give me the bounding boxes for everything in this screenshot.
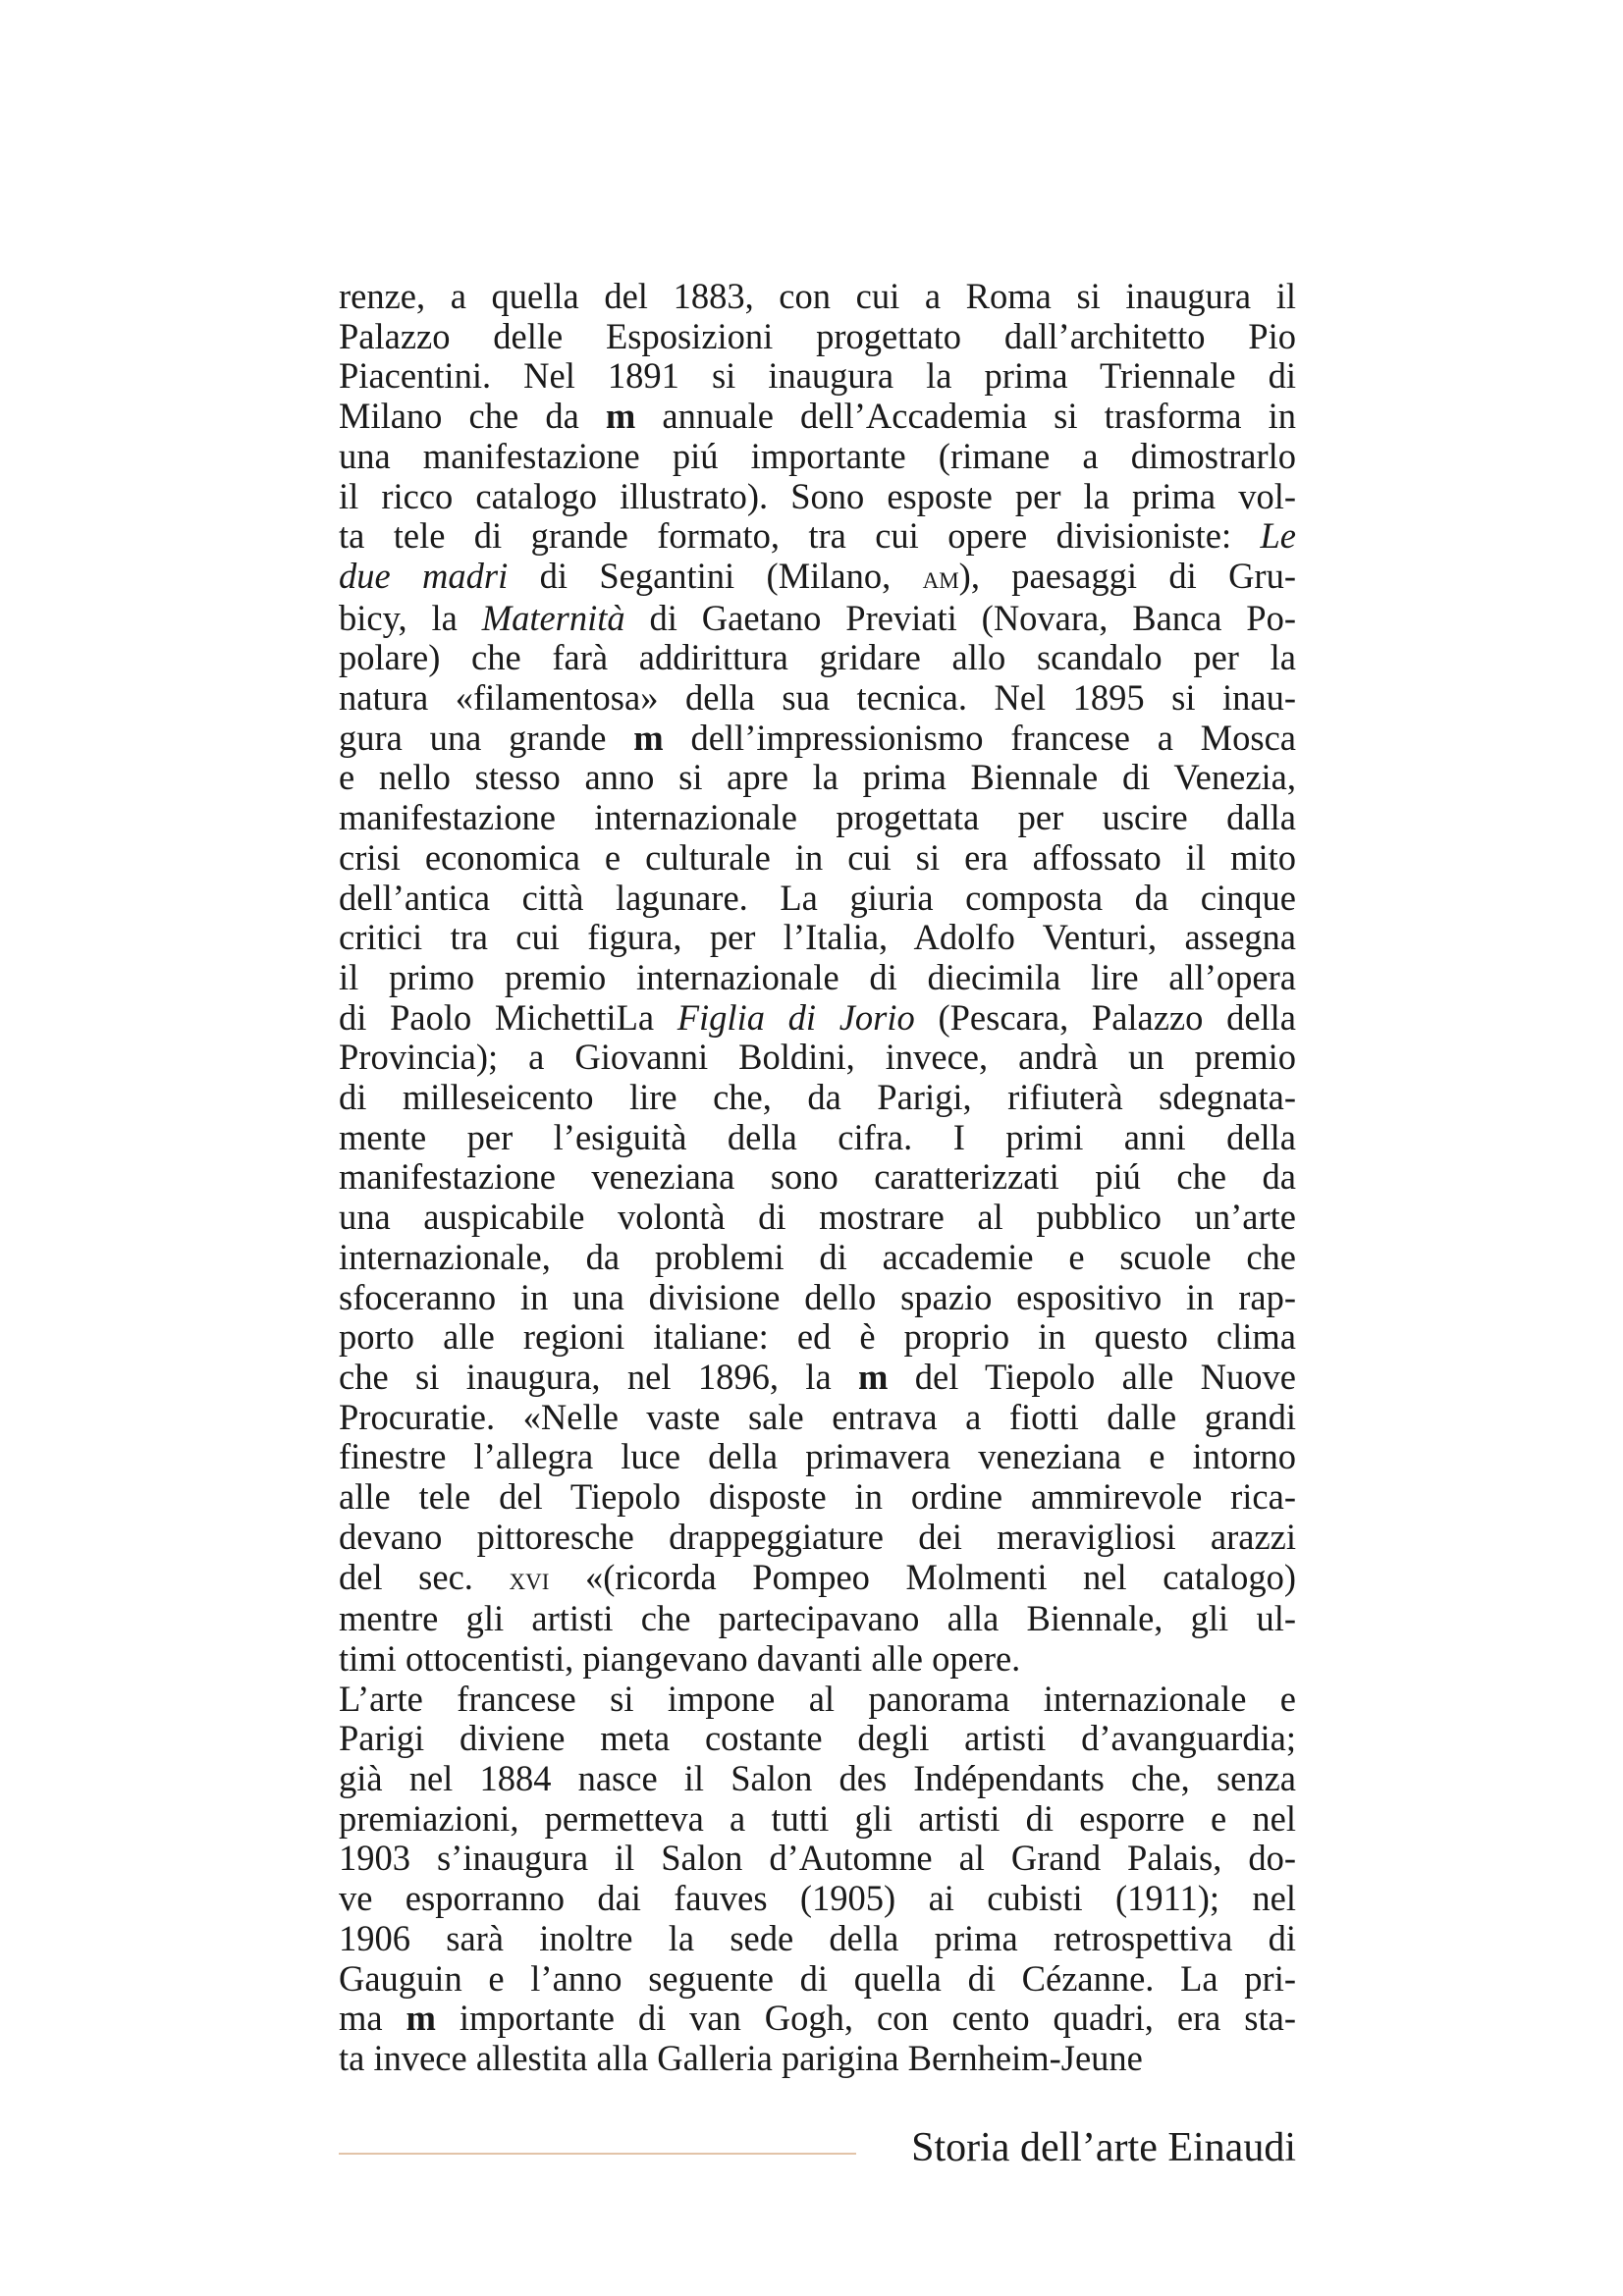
text-line	[339, 1999, 1296, 2039]
text-line	[339, 1799, 1296, 1840]
text-run: del sec.	[339, 1556, 510, 1597]
text-run: di milleseicento lire che, da Parigi, rifiuterà sdegnata-	[339, 1077, 1296, 1118]
page-footer	[339, 2120, 1296, 2179]
text-run: Gauguin e l’anno seguente di quella di Cézanne. La pri-	[339, 1957, 1296, 1999]
text-line	[339, 838, 1296, 879]
text-run: Palazzo delle Esposizioni progettato dall’architetto Pio	[339, 315, 1296, 356]
text-run: e nello stesso anno si apre la prima Biennale di Venezia,	[339, 757, 1296, 798]
text-run: bicy, la	[339, 597, 482, 638]
footer-title: Storia dell’arte Einaudi	[911, 2125, 1296, 2170]
text-line	[339, 1839, 1296, 1879]
text-run: Piacentini. Nel 1891 si inaugura la prima Triennale di	[339, 355, 1296, 397]
text-line	[339, 1157, 1296, 1198]
text-run: mente per l’esiguità della cifra. I primi anni della	[339, 1116, 1296, 1157]
text-line	[339, 397, 1296, 437]
text-line	[339, 719, 1296, 759]
text-run: annuale dell’Accademia si trasforma in	[635, 396, 1296, 437]
text-run: internazionale, da problemi di accademie e scuole che	[339, 1236, 1296, 1277]
text-run: polare) che farà addirittura gridare allo scandalo per la	[339, 637, 1296, 678]
text-run: manifestazione internazionale progettata per uscire dalla	[339, 797, 1296, 838]
text-run: natura «filamentosa» della sua tecnica. Nel 1895 si inau-	[339, 677, 1296, 719]
text-run: devano pittoresche drappeggiature dei meravigliosi arazzi	[339, 1516, 1296, 1557]
text-run: Procuratie. «Nelle vaste sale entrava a fiotti dalle grandi	[339, 1396, 1296, 1437]
text-run: ta tele di grande formato, tra cui opere divisioniste:	[339, 515, 1261, 557]
text-line	[339, 437, 1296, 477]
text-run: Parigi diviene meta costante degli artisti d’avanguardia;	[339, 1718, 1296, 1759]
text-line	[339, 1038, 1296, 1078]
text-line	[339, 1879, 1296, 1919]
text-line	[339, 477, 1296, 517]
text-line	[339, 1078, 1296, 1118]
text-line	[339, 277, 1296, 317]
text-line	[339, 1558, 1296, 1600]
text-run: gura una grande	[339, 717, 634, 758]
text-run: sfoceranno in una divisione dello spazio espositivo in rap-	[339, 1276, 1296, 1317]
text-line	[339, 918, 1296, 958]
body-text	[339, 277, 1296, 2079]
abbreviation-mark: m	[633, 717, 664, 758]
italic-title: Le	[1260, 515, 1296, 557]
text-run: renze, a quella del 1883, con cui a Roma si inaugura il	[339, 276, 1296, 316]
small-caps-text: am	[922, 560, 959, 596]
text-run: che si inaugura, nel 1896, la	[339, 1356, 858, 1397]
text-run: 1903 s’inaugura il Salon d’Automne al Grand Palais, do-	[339, 1838, 1296, 1879]
text-run: critici tra cui figura, per l’Italia, Adolfo Venturi, assegna	[339, 917, 1296, 958]
text-line	[339, 557, 1296, 599]
text-line	[339, 1719, 1296, 1759]
text-run: Milano che da	[339, 396, 606, 437]
text-run: di Gaetano Previati (Novara, Banca Po-	[624, 597, 1297, 638]
text-line	[339, 1358, 1296, 1398]
text-run: premiazioni, permetteva a tutti gli artisti di esporre e nel	[339, 1797, 1296, 1839]
text-line	[339, 958, 1296, 998]
text-line	[339, 1477, 1296, 1518]
text-run: ), paesaggi di Gru-	[958, 555, 1296, 596]
text-line	[339, 2039, 1296, 2079]
text-run: porto alle regioni italiane: ed è proprio in questo clima	[339, 1316, 1296, 1358]
italic-title: Maternità	[481, 597, 625, 638]
text-run: del Tiepolo alle Nuove	[888, 1356, 1296, 1397]
text-run: timi ottocentisti, piangevano davanti alle opere.	[339, 1637, 1021, 1679]
text-run: ve esporranno dai fauves (1905) ai cubisti (1911); nel	[339, 1878, 1296, 1919]
text-line	[339, 1118, 1296, 1158]
text-line	[339, 356, 1296, 397]
text-run: (Pescara, Palazzo della	[914, 996, 1296, 1038]
text-run: mentre gli artisti che partecipavano alla Biennale, gli ul-	[339, 1598, 1296, 1639]
small-caps-text: xvi	[509, 1561, 550, 1597]
text-line	[339, 1680, 1296, 1720]
text-line	[339, 879, 1296, 919]
text-line	[339, 1317, 1296, 1358]
text-line	[339, 798, 1296, 838]
text-line	[339, 1398, 1296, 1438]
text-line	[339, 1198, 1296, 1238]
text-line	[339, 1759, 1296, 1799]
text-line	[339, 1639, 1296, 1680]
text-run: crisi economica e culturale in cui si era affossato il mito	[339, 836, 1296, 878]
text-line	[339, 638, 1296, 678]
text-run: ta invece allestita alla Galleria parigina Bernheim-Jeune	[339, 2037, 1143, 2078]
italic-title: Figlia di Jorio	[676, 996, 915, 1038]
text-run: importante di van Gogh, con cento quadri, era sta-	[435, 1998, 1296, 2039]
text-run: Provincia); a Giovanni Boldini, invece, andrà un premio	[339, 1037, 1296, 1078]
text-run: il ricco catalogo illustrato). Sono esposte per la prima vol-	[339, 475, 1296, 516]
footer-rule	[339, 2153, 856, 2155]
text-line	[339, 1919, 1296, 1959]
text-run: già nel 1884 nasce il Salon des Indépendants che, senza	[339, 1758, 1296, 1799]
text-line	[339, 1238, 1296, 1278]
text-run: una manifestazione piú importante (rimane a dimostrarlo	[339, 435, 1296, 476]
text-line	[339, 1278, 1296, 1318]
text-line	[339, 317, 1296, 357]
text-line	[339, 678, 1296, 719]
italic-title: due madri	[339, 555, 509, 596]
text-line	[339, 516, 1296, 557]
text-run: di Segantini (Milano,	[508, 555, 923, 596]
text-line	[339, 1518, 1296, 1558]
text-line	[339, 1959, 1296, 2000]
text-run: il primo premio internazionale di diecimila lire all’opera	[339, 956, 1296, 997]
text-run: di Paolo MichettiLa	[339, 996, 677, 1038]
text-line	[339, 758, 1296, 798]
text-run: L’arte francese si impone al panorama internazionale e	[339, 1678, 1296, 1719]
text-run: 1906 sarà inoltre la sede della prima retrospettiva di	[339, 1917, 1296, 1958]
text-run: ma	[339, 1998, 406, 2039]
abbreviation-mark: m	[406, 1998, 436, 2039]
text-run: una auspicabile volontà di mostrare al pubblico un’arte	[339, 1197, 1296, 1238]
text-line	[339, 1599, 1296, 1639]
text-run: alle tele del Tiepolo disposte in ordine ammirevole rica-	[339, 1476, 1296, 1518]
text-run: manifestazione veneziana sono caratterizzati piú che da	[339, 1156, 1296, 1198]
text-line	[339, 599, 1296, 639]
text-run: dell’antica città lagunare. La giuria composta da cinque	[339, 877, 1296, 918]
text-line	[339, 1437, 1296, 1477]
text-run: «(ricorda Pompeo Molmenti nel catalogo)	[549, 1556, 1296, 1597]
abbreviation-mark: m	[605, 396, 636, 437]
text-line	[339, 998, 1296, 1039]
text-run: finestre l’allegra luce della primavera veneziana e intorno	[339, 1436, 1296, 1477]
abbreviation-mark: m	[858, 1356, 889, 1397]
text-run: dell’impressionismo francese a Mosca	[663, 717, 1296, 758]
